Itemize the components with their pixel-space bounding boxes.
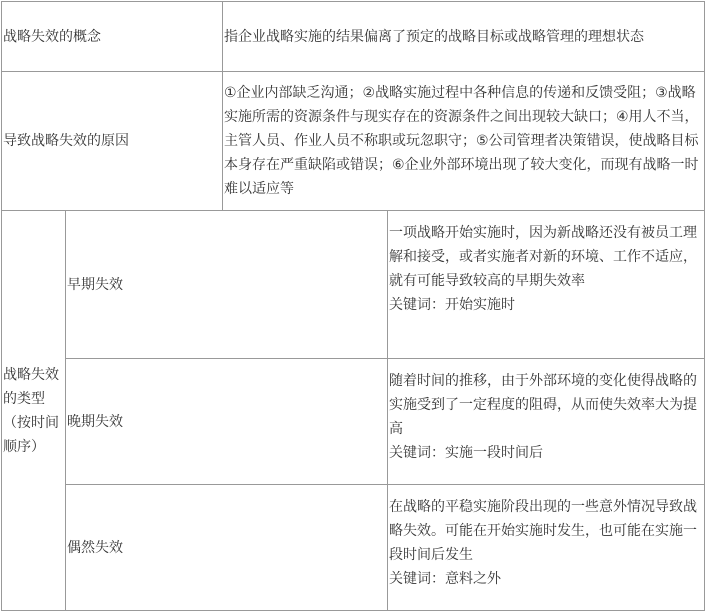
causes-content: ①企业内部缺乏沟通；②战略实施过程中各种信息的传递和反馈受阻；③战略实施所需的资源条件与现实存在的资源条件之间出现较大缺口；④用人不当，主管人员、作业人员不称职或玩忽职守；⑤公司管理者决策错误，使战略目标本身存在严重缺陷或错误；⑥企业外部环境出现了较大变化，而现有战略一时难以适应等 <box>223 72 705 211</box>
type-description: 随着时间的推移，由于外部环境的变化使得战略的实施受到了一定程度的阻碍，从而使失效率大为提高 <box>389 373 697 437</box>
table-row <box>2 211 705 359</box>
table-row <box>2 72 705 211</box>
type-detail-late <box>388 359 705 485</box>
types-label: 战略失效的类型（按时间顺序） <box>2 211 66 611</box>
strategy-failure-table <box>1 1 705 611</box>
type-description: 一项战略开始实施时，因为新战略还没有被员工理解和接受，或者实施者对新的环境、工作不适应，就有可能导致较高的早期失效率 <box>389 225 697 289</box>
table-row <box>2 485 705 611</box>
type-name-late: 晚期失效 <box>66 359 388 485</box>
table-row <box>2 359 705 485</box>
type-name-early: 早期失效 <box>66 211 388 359</box>
type-keyword: 关键词：实施一段时间后 <box>389 445 543 461</box>
type-keyword: 关键词：开始实施时 <box>389 297 515 313</box>
type-description: 在战略的平稳实施阶段出现的一些意外情况导致战略失效。可能在开始实施时发生，也可能在实施一段时间后发生 <box>389 499 697 563</box>
type-keyword: 关键词：意料之外 <box>389 571 501 587</box>
causes-label: 导致战略失效的原因 <box>2 72 223 211</box>
type-detail-early <box>388 211 705 359</box>
table-row <box>2 2 705 72</box>
concept-content: 指企业战略实施的结果偏离了预定的战略目标或战略管理的理想状态 <box>223 2 705 72</box>
type-name-accidental: 偶然失效 <box>66 485 388 611</box>
concept-label: 战略失效的概念 <box>2 2 223 72</box>
type-detail-accidental <box>388 485 705 611</box>
